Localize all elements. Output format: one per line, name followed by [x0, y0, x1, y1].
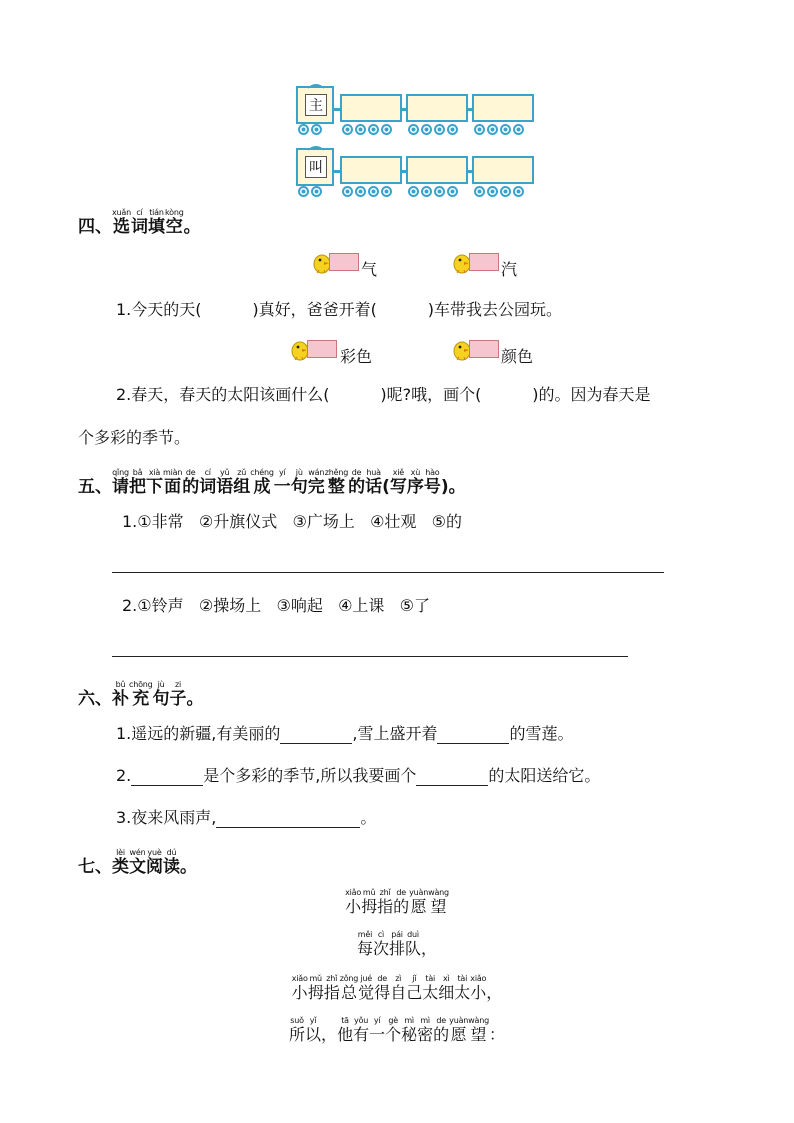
pinyin-char — [441, 468, 449, 497]
pinyin-text: tián — [149, 208, 164, 217]
pinyin-char — [325, 468, 348, 497]
pinyin-text — [385, 468, 387, 477]
pinyin-char — [170, 680, 187, 709]
pinyin-text: hào — [425, 468, 440, 477]
pinyin-text: xià — [148, 468, 161, 477]
hanzi-char: 望 — [430, 897, 447, 916]
hanzi-char: 面 — [164, 477, 182, 497]
pinyin-char — [199, 468, 216, 497]
train-car-blank[interactable] — [406, 156, 468, 184]
pinyin-char — [470, 974, 486, 1003]
question-4-2: 2.春天，春天的太阳该画什么( )呢?哦，画个( )的。因为春天是 — [116, 385, 651, 404]
pinyin-text: mǔ — [362, 888, 376, 897]
hanzi-char: 总 — [340, 983, 357, 1002]
pinyin-char — [112, 848, 129, 877]
pinyin-text: yǐ — [309, 1016, 317, 1025]
pinyin-char — [250, 468, 274, 497]
pinyin-text: yǒu — [354, 1016, 369, 1025]
answer-box[interactable] — [329, 253, 359, 271]
hanzi-char: 文 — [129, 857, 146, 877]
pinyin-char — [165, 208, 184, 237]
pinyin-text: wàng — [428, 888, 449, 897]
hanzi-char: 细 — [438, 983, 455, 1002]
wheels-icon — [474, 186, 524, 198]
hanzi-char: 填 — [147, 217, 165, 237]
pinyin-char — [148, 208, 165, 237]
pinyin-char — [353, 1016, 369, 1045]
pinyin-char — [129, 848, 146, 877]
pinyin-text: yuè — [147, 848, 162, 857]
hanzi-char: 补 — [112, 689, 129, 709]
hanzi-char: 有 — [353, 1025, 370, 1044]
pinyin-char — [112, 680, 129, 709]
hanzi-char: 选 — [112, 217, 130, 237]
pinyin-char — [146, 468, 163, 497]
pinyin-char — [438, 974, 454, 1003]
hanzi-char: 拇 — [307, 983, 324, 1002]
engine-char: 叫 — [305, 156, 327, 178]
hanzi-char: ， — [321, 1025, 338, 1044]
pinyin-char — [291, 468, 308, 497]
hanzi-char: 太 — [454, 983, 471, 1002]
question-4-1: 1.今天的天( )真好，爸爸开着( )车带我去公园玩。 — [116, 300, 562, 319]
section-6-heading: 六、 bǔ 补 chōng 充 jù 句 zi 子 。 — [78, 680, 204, 709]
question-6-3 — [116, 808, 376, 828]
pinyin-char — [417, 1016, 433, 1045]
hanzi-char: 自 — [390, 983, 407, 1002]
wheels-icon — [474, 124, 524, 136]
answer-blank[interactable] — [131, 769, 203, 786]
pinyin-text: pái — [391, 930, 403, 939]
train-car-blank[interactable] — [340, 94, 402, 122]
pinyin-text: zi — [175, 680, 182, 689]
pinyin-char — [405, 930, 421, 959]
pinyin-text: cì — [377, 930, 385, 939]
pinyin-text — [496, 1016, 498, 1025]
hanzi-char: 己 — [406, 983, 423, 1002]
pinyin-char — [289, 1016, 305, 1045]
question-4-2-cont: 个多彩的季节。 — [78, 428, 191, 447]
hanzi-char: 语 — [216, 477, 234, 497]
hanzi-char: 词 — [130, 217, 148, 237]
hanzi-char: 序 — [406, 477, 424, 497]
pinyin-text: de — [396, 888, 406, 897]
pinyin-text — [493, 974, 495, 983]
pinyin-char — [345, 888, 361, 917]
pinyin-char — [406, 974, 422, 1003]
pinyin-char — [182, 468, 199, 497]
answer-blank[interactable] — [416, 769, 488, 786]
pinyin-char — [112, 208, 131, 237]
answer-box[interactable] — [469, 340, 499, 358]
pinyin-char — [348, 468, 365, 497]
hanzi-char: 组 — [233, 477, 251, 497]
pinyin-char — [393, 888, 409, 917]
pinyin-text: chéng — [250, 468, 274, 477]
hanzi-char: 的 — [393, 897, 410, 916]
answer-line[interactable] — [112, 572, 664, 573]
pinyin-text — [428, 930, 430, 939]
hanzi-char: ) — [440, 477, 449, 497]
pinyin-char — [374, 974, 390, 1003]
hanzi-char: 指 — [323, 983, 340, 1002]
question-5-2: 2.①铃声 ②操场上 ③响起 ④上课 ⑤了 — [122, 596, 431, 615]
hanzi-char: 次 — [372, 939, 389, 958]
q-text: 的太阳送给它。 — [488, 766, 601, 785]
pinyin-text: zǒng — [339, 974, 359, 983]
section-4-heading: 四、 xuǎn 选 cí 词 tián 填 kòng 空 。 — [78, 208, 201, 237]
q-text: ,雪上盛开着 — [352, 724, 438, 743]
hanzi-char: ， — [486, 983, 503, 1002]
pinyin-char — [305, 1016, 321, 1045]
pinyin-char — [401, 1016, 417, 1045]
hanzi-char: 一 — [273, 477, 291, 497]
hanzi-char: 成 — [253, 477, 271, 497]
hanzi-char: 子 — [169, 689, 187, 709]
pinyin-char — [358, 974, 374, 1003]
option-text: 汽 — [501, 260, 518, 279]
pinyin-char — [131, 208, 148, 237]
hanzi-char: 完 — [307, 477, 325, 497]
pinyin-text: xiǎo — [345, 888, 362, 897]
hanzi-char: 句 — [290, 477, 308, 497]
pinyin-text: yuàn — [409, 888, 429, 897]
train-car-blank[interactable] — [472, 94, 534, 122]
q-text: 2. — [116, 766, 132, 785]
pinyin-text: de — [185, 468, 196, 477]
wheels-icon — [298, 124, 322, 136]
pinyin-char — [454, 974, 470, 1003]
hanzi-char: 以 — [305, 1025, 322, 1044]
pinyin-text: duì — [407, 930, 419, 939]
pinyin-text — [328, 1016, 330, 1025]
pinyin-text: cí — [136, 208, 143, 217]
pinyin-text: miàn — [163, 468, 183, 477]
wheels-icon — [298, 186, 322, 198]
pinyin-char — [369, 1016, 385, 1045]
pinyin-char — [308, 974, 324, 1003]
hanzi-char: 话 — [365, 477, 383, 497]
hanzi-char: 小 — [345, 897, 362, 916]
hanzi-char: ， — [421, 939, 438, 958]
pinyin-char — [308, 468, 325, 497]
poem-line-2 — [0, 974, 794, 1003]
pinyin-text: zhǐ — [326, 974, 338, 983]
pinyin-text: wán — [308, 468, 325, 477]
pinyin-text: měi — [357, 930, 373, 939]
pinyin-char — [361, 888, 377, 917]
question-6-1 — [116, 724, 573, 744]
hanzi-char: 秘 — [401, 1025, 418, 1044]
pinyin-char — [216, 468, 233, 497]
pinyin-text: kòng — [164, 208, 184, 217]
pinyin-text: jù — [157, 680, 165, 689]
train-car-blank[interactable] — [406, 94, 468, 122]
pinyin-text: xì — [442, 974, 450, 983]
pinyin-char — [433, 1016, 449, 1045]
pinyin-text: suǒ — [290, 1016, 304, 1025]
hanzi-char: 队 — [405, 939, 422, 958]
pinyin-char — [337, 1016, 353, 1045]
hanzi-char: 拇 — [361, 897, 378, 916]
poem-line-1 — [0, 930, 794, 959]
pinyin-char — [292, 974, 308, 1003]
pinyin-text: zì — [395, 974, 402, 983]
engine-char: 主 — [305, 94, 327, 116]
hanzi-char: 所 — [289, 1025, 306, 1044]
pinyin-text: zhěng — [324, 468, 349, 477]
pinyin-text: lèi — [116, 848, 125, 857]
q-text: 3.夜来风雨声, — [116, 808, 217, 827]
pinyin-char — [146, 848, 163, 877]
pinyin-text: de — [351, 468, 362, 477]
hanzi-char: 愿 — [450, 1025, 467, 1044]
pinyin-char — [489, 1016, 505, 1045]
hanzi-char: 小 — [291, 983, 308, 1002]
train-engine — [296, 86, 334, 124]
hanzi-char: 一 — [369, 1025, 386, 1044]
pinyin-text: mì — [420, 1016, 430, 1025]
pinyin-text: zhǐ — [379, 888, 391, 897]
pinyin-char — [468, 1016, 489, 1045]
wheels-icon — [408, 186, 458, 198]
pinyin-text: xiǎo — [291, 974, 308, 983]
pinyin-text: tài — [425, 974, 436, 983]
pinyin-char — [390, 468, 407, 497]
hanzi-char: 下 — [146, 477, 163, 497]
hanzi-char: 的 — [182, 477, 200, 497]
pinyin-text: bǎ — [132, 468, 143, 477]
pinyin-text: tài — [457, 974, 468, 983]
question-6-2 — [116, 766, 600, 786]
pinyin-text: de — [377, 974, 387, 983]
hanzi-char: 词 — [199, 477, 217, 497]
pinyin-text: chōng — [129, 680, 153, 689]
hanzi-char: 句 — [152, 689, 170, 709]
pinyin-char — [407, 468, 424, 497]
wheels-icon — [408, 124, 458, 136]
q-text: 的雪莲。 — [509, 724, 574, 743]
pinyin-char — [409, 888, 428, 917]
pinyin-text: wén — [129, 848, 146, 857]
hanzi-char: 每 — [356, 939, 373, 958]
pinyin-text: dú — [166, 848, 177, 857]
hanzi-char: 的 — [348, 477, 366, 497]
answer-blank[interactable] — [280, 727, 352, 744]
pinyin-char — [422, 974, 438, 1003]
pinyin-text: yuàn — [449, 1016, 469, 1025]
pinyin-text: zǔ — [237, 468, 247, 477]
pinyin-text: tā — [341, 1016, 349, 1025]
pinyin-text: xiě — [392, 468, 405, 477]
train-engine — [296, 148, 334, 186]
hanzi-char: 整 — [327, 477, 345, 497]
hanzi-char: 阅 — [146, 857, 163, 877]
pinyin-char — [129, 468, 146, 497]
pinyin-char — [365, 468, 382, 497]
pinyin-char — [486, 974, 502, 1003]
hanzi-char: 太 — [422, 983, 439, 1002]
hanzi-char: 他 — [337, 1025, 354, 1044]
pinyin-char — [449, 1016, 468, 1045]
pinyin-char — [163, 468, 182, 497]
q-text: 是个多彩的季节,所以我要画个 — [203, 766, 417, 785]
pinyin-char — [163, 848, 180, 877]
hanzi-char: 密 — [417, 1025, 434, 1044]
pinyin-char — [321, 1016, 337, 1045]
hanzi-char: ( — [382, 477, 390, 497]
hanzi-char: 读 — [163, 857, 180, 877]
answer-blank[interactable] — [437, 727, 509, 744]
pinyin-text: xuǎn — [112, 208, 131, 217]
pinyin-text — [444, 468, 446, 477]
wheels-icon — [342, 186, 392, 198]
hanzi-char: 号 — [423, 477, 441, 497]
pinyin-text: cí — [204, 468, 211, 477]
section-7-heading: 七、 lèi 类 wén 文 yuè 阅 dú 读 。 — [78, 848, 197, 877]
pinyin-char — [428, 888, 449, 917]
pinyin-char — [385, 1016, 401, 1045]
hanzi-char: 觉 — [358, 983, 375, 1002]
pinyin-text: huà — [366, 468, 381, 477]
pinyin-char — [373, 930, 389, 959]
hanzi-char: 请 — [112, 477, 129, 497]
pinyin-char — [389, 930, 405, 959]
pinyin-char — [324, 974, 340, 1003]
pinyin-text: yǔ — [220, 468, 230, 477]
poem-line-3 — [0, 1016, 794, 1045]
hanzi-char: 写 — [389, 477, 407, 497]
pinyin-char — [129, 680, 153, 709]
wheels-icon — [342, 124, 392, 136]
pinyin-text: xù — [410, 468, 421, 477]
poem-title — [0, 888, 794, 917]
word-train-2 — [296, 142, 536, 198]
train-car-blank[interactable] — [340, 156, 402, 184]
hanzi-char: 充 — [132, 689, 150, 709]
q-text: 。 — [360, 808, 377, 827]
pinyin-char — [421, 930, 437, 959]
option-text: 颜色 — [501, 347, 534, 366]
hanzi-char: 个 — [385, 1025, 402, 1044]
question-5-1: 1.①非常 ②升旗仪式 ③广场上 ④壮观 ⑤的 — [122, 512, 463, 531]
hanzi-char: ： — [488, 1025, 505, 1044]
pinyin-char — [357, 930, 373, 959]
pinyin-text: bǔ — [115, 680, 126, 689]
pinyin-char — [340, 974, 358, 1003]
hanzi-char: 望 — [470, 1025, 487, 1044]
pinyin-text: wàng — [468, 1016, 489, 1025]
pinyin-text: qǐng — [112, 468, 129, 477]
pinyin-text: jué — [360, 974, 372, 983]
hanzi-char: 类 — [112, 857, 129, 877]
section-5-heading: 五、 qǐng 请 bǎ 把 xià 下 miàn 面 de 的 cí 词 yǔ 语 zǔ 组 chéng 成 yí 一 jù 句 wán 完 zhěng 整 de 的 huà 话 ( xiě 写 xù 序 hào 号 ) 。 — [78, 468, 466, 497]
answer-line[interactable] — [112, 656, 628, 657]
pinyin-text: mì — [404, 1016, 414, 1025]
answer-box[interactable] — [469, 253, 499, 271]
hanzi-char: 小 — [470, 983, 487, 1002]
answer-box[interactable] — [307, 340, 337, 358]
pinyin-text: gè — [388, 1016, 398, 1025]
hanzi-char: 得 — [374, 983, 391, 1002]
hanzi-char: 空 — [165, 217, 183, 237]
pinyin-char — [382, 468, 390, 497]
pinyin-text: jù — [295, 468, 303, 477]
pinyin-char — [424, 468, 441, 497]
pinyin-char — [274, 468, 291, 497]
pinyin-text: de — [436, 1016, 446, 1025]
pinyin-text: yí — [373, 1016, 381, 1025]
pinyin-char — [233, 468, 250, 497]
pinyin-text: jǐ — [412, 974, 417, 983]
pinyin-text: xiǎo — [470, 974, 487, 983]
q-text: 1.遥远的新疆,有美丽的 — [116, 724, 281, 743]
hanzi-char: 的 — [433, 1025, 450, 1044]
option-text: 彩色 — [340, 347, 373, 366]
hanzi-char: 把 — [129, 477, 146, 497]
pinyin-char — [112, 468, 129, 497]
pinyin-text: yí — [278, 468, 286, 477]
option-text: 气 — [361, 260, 378, 279]
word-train-1 — [296, 80, 536, 136]
hanzi-char: 指 — [377, 897, 394, 916]
pinyin-text: mǔ — [309, 974, 322, 983]
hanzi-char: 排 — [388, 939, 405, 958]
pinyin-char — [153, 680, 170, 709]
answer-blank[interactable] — [216, 811, 360, 828]
pinyin-char — [377, 888, 393, 917]
train-car-blank[interactable] — [472, 156, 534, 184]
pinyin-char — [390, 974, 406, 1003]
hanzi-char: 愿 — [410, 897, 427, 916]
